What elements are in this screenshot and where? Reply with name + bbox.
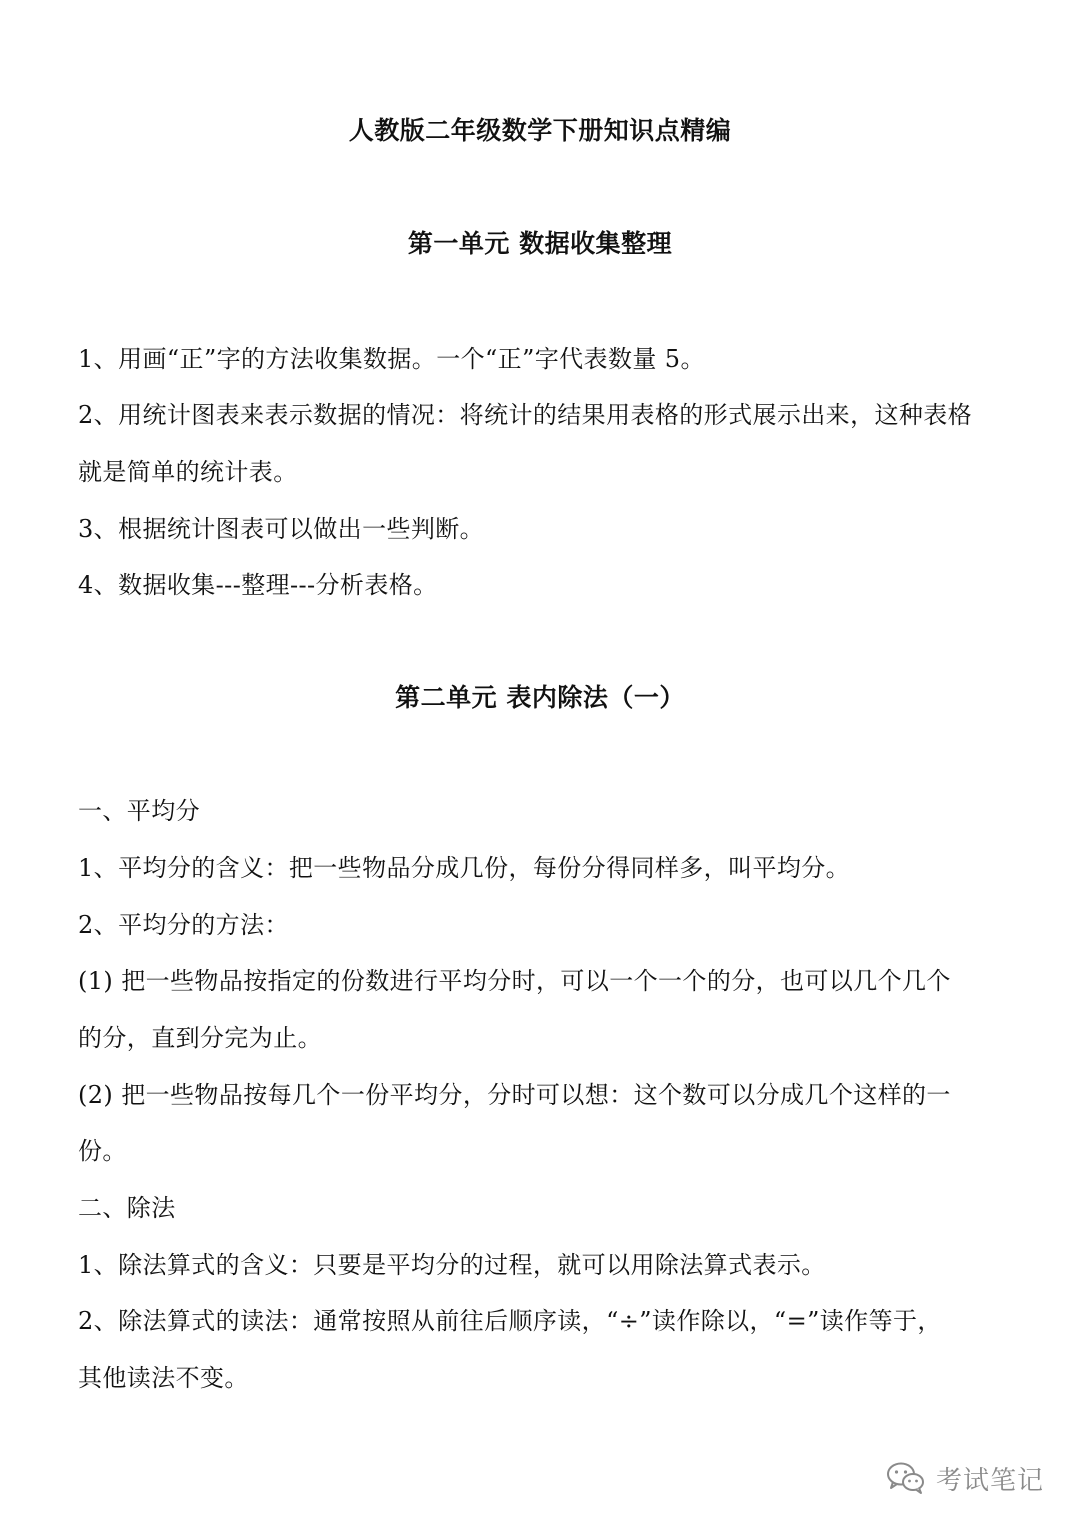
unit2-line-8: 二、除法 <box>78 1194 176 1222</box>
wechat-icon <box>886 1461 926 1495</box>
unit1-heading: 第一单元 数据收集整理 <box>407 229 673 258</box>
unit2-line-4: (1) 把一些物品按指定的份数进行平均分时，可以一个一个的分，也可以几个几个 <box>78 967 951 995</box>
unit1-line-5: 4、数据收集---整理---分析表格。 <box>78 571 438 599</box>
unit1-line-2: 2、用统计图表来表示数据的情况：将统计的结果用表格的形式展示出来，这种表格 <box>78 401 973 429</box>
unit2-line-3: 2、平均分的方法： <box>78 911 289 939</box>
unit2-line-6: (2) 把一些物品按每几个一份平均分，分时可以想：这个数可以分成几个这样的一 <box>78 1081 951 1109</box>
unit1-line-1: 1、用画“正”字的方法收集数据。一个“正”字代表数量 5。 <box>78 345 705 373</box>
unit1-line-4: 3、根据统计图表可以做出一些判断。 <box>78 515 485 543</box>
watermark-text: 考试笔记 <box>935 1465 1044 1496</box>
unit2-line-2: 1、平均分的含义：把一些物品分成几份，每份分得同样多，叫平均分。 <box>78 854 851 882</box>
unit2-line-10: 2、除法算式的读法：通常按照从前往后顺序读，“÷”读作除以，“=”读作等于， <box>78 1307 942 1335</box>
unit2-line-11: 其他读法不变。 <box>78 1364 249 1392</box>
unit2-line-1: 一、平均分 <box>78 797 200 825</box>
unit2-line-5: 的分，直到分完为止。 <box>78 1024 322 1052</box>
document-title: 人教版二年级数学下册知识点精编 <box>348 116 732 145</box>
unit2-line-9: 1、除法算式的含义：只要是平均分的过程，就可以用除法算式表示。 <box>78 1251 826 1279</box>
unit2-line-7: 份。 <box>78 1137 127 1165</box>
unit1-line-3: 就是简单的统计表。 <box>78 458 298 486</box>
unit2-heading: 第二单元 表内除法（一） <box>395 683 685 712</box>
watermark <box>886 1455 1044 1501</box>
